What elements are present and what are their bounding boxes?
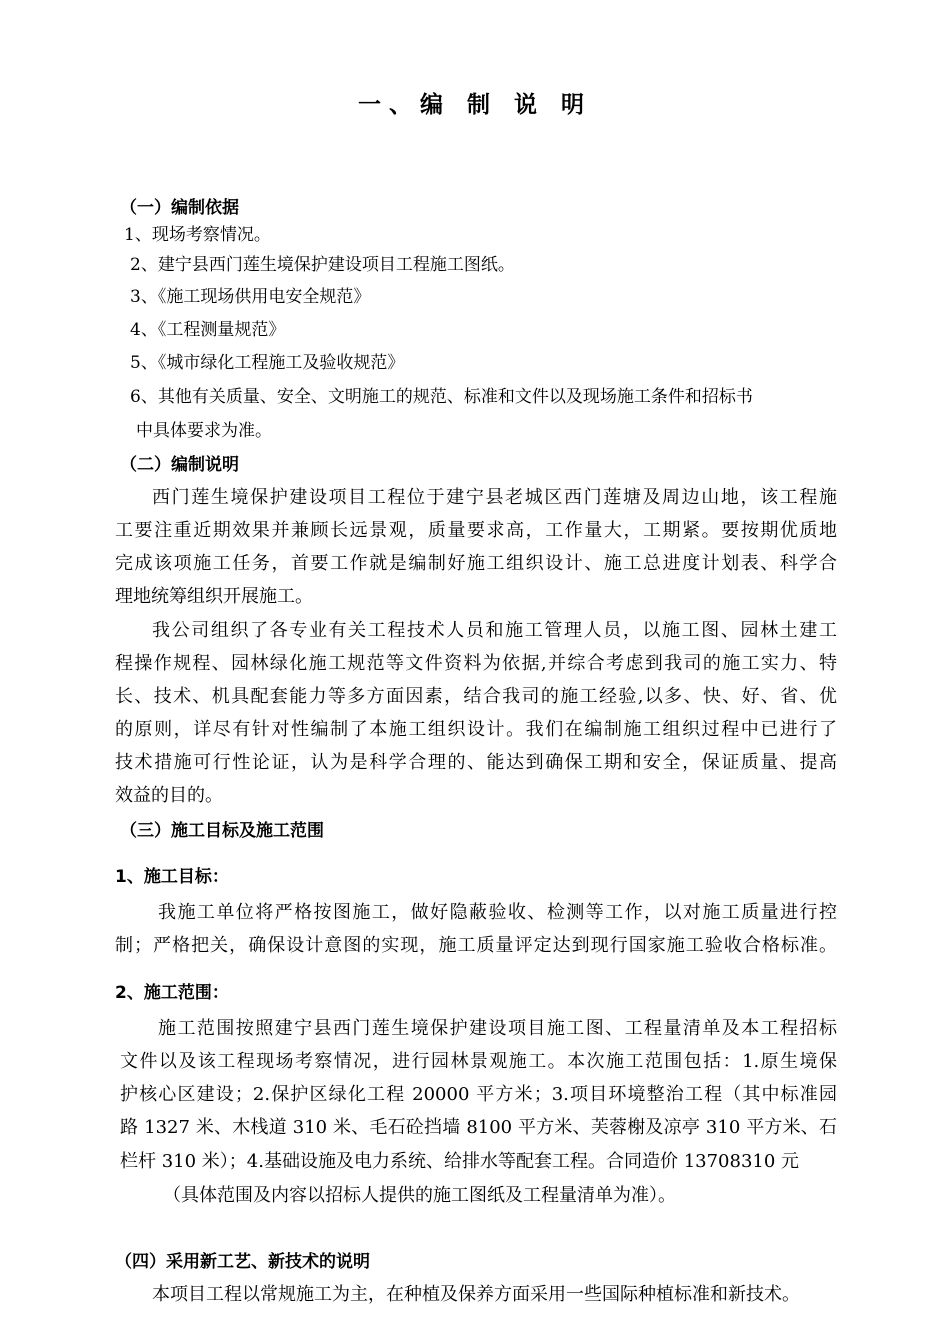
basis-item-3: 3、《施工现场供用电安全规范》: [130, 287, 371, 307]
basis-item-6-cont: 中具体要求为准。: [136, 421, 272, 441]
paragraph-line: 我施工单位将严格按图施工，做好隐蔽验收、检测等工作，以对施工质量进行控: [158, 902, 837, 923]
section-heading-goals: （三）施工目标及施工范围: [120, 821, 324, 841]
paragraph-line: （具体范围及内容以招标人提供的施工图纸及工程量清单为准）。: [163, 1185, 676, 1206]
paragraph-line: 文件以及该工程现场考察情况，进行园林景观施工。本次施工范围包括：1.原生境保: [120, 1051, 837, 1072]
basis-item-5: 5、《城市绿化工程施工及验收规范》: [130, 353, 405, 373]
paragraph-line: 效益的目的。: [115, 785, 223, 806]
paragraph-line: 西门莲生境保护建设项目工程位于建宁县老城区西门莲塘及周边山地，该工程施: [152, 487, 837, 508]
paragraph-line: 护核心区建设；2.保护区绿化工程 20000 平方米；3.项目环境整治工程（其中标准园: [120, 1084, 837, 1105]
paragraph-line: 我公司组织了各专业有关工程技术人员和施工管理人员，以施工图、园林土建工: [152, 620, 837, 641]
basis-item-2: 2、建宁县西门莲生境保护建设项目工程施工图纸。: [130, 255, 515, 275]
page-title: 一、编 制 说 明: [357, 92, 593, 118]
paragraph-line: 路 1327 米、木栈道 310 米、毛石砼挡墙 8100 平方米、芙蓉榭及凉亭 310 平方米、石: [120, 1117, 837, 1138]
basis-item-1: 1、现场考察情况。: [124, 225, 271, 245]
paragraph-line: 程操作规程、园林绿化施工规范等文件资料为依据,并综合考虑到我司的施工实力、特: [115, 653, 837, 674]
paragraph-line: 技术措施可行性论证，认为是科学合理的、能达到确保工期和安全，保证质量、提高: [115, 752, 837, 773]
subheading-goal: 1、施工目标：: [115, 867, 229, 887]
paragraph-line: 理地统筹组织开展施工。: [115, 586, 313, 607]
paragraph-line: 本项目工程以常规施工为主，在种植及保养方面采用一些国际种植标准和新技术。: [152, 1284, 800, 1305]
paragraph-line: 长、技术、机具配套能力等多方面因素，结合我司的施工经验,以多、快、好、省、优: [115, 686, 837, 707]
paragraph-line: 的原则，详尽有针对性编制了本施工组织设计。我们在编制施工组织过程中已进行了: [115, 719, 837, 740]
subheading-scope: 2、施工范围：: [115, 983, 229, 1003]
paragraph-line: 栏杆 310 米）；4.基础设施及电力系统、给排水等配套工程。合同造价 13708310 元: [120, 1151, 800, 1172]
paragraph-line: 完成该项施工任务，首要工作就是编制好施工组织设计、施工总进度计划表、科学合: [115, 553, 837, 574]
basis-item-4: 4、《工程测量规范》: [130, 320, 286, 340]
paragraph-line: 工要注重近期效果并兼顾长远景观，质量要求高，工作量大，工期紧。要按期优质地: [115, 520, 837, 541]
paragraph-line: 制；严格把关，确保设计意图的实现，施工质量评定达到现行国家施工验收合格标准。: [115, 935, 837, 956]
basis-item-6: 6、其他有关质量、安全、文明施工的规范、标准和文件以及现场施工条件和招标书: [130, 387, 753, 407]
section-heading-new-tech: （四）采用新工艺、新技术的说明: [115, 1252, 370, 1272]
section-heading-explanation: （二）编制说明: [120, 455, 239, 475]
section-heading-basis: （一）编制依据: [120, 198, 239, 218]
paragraph-line: 施工范围按照建宁县西门莲生境保护建设项目施工图、工程量清单及本工程招标: [158, 1018, 837, 1039]
